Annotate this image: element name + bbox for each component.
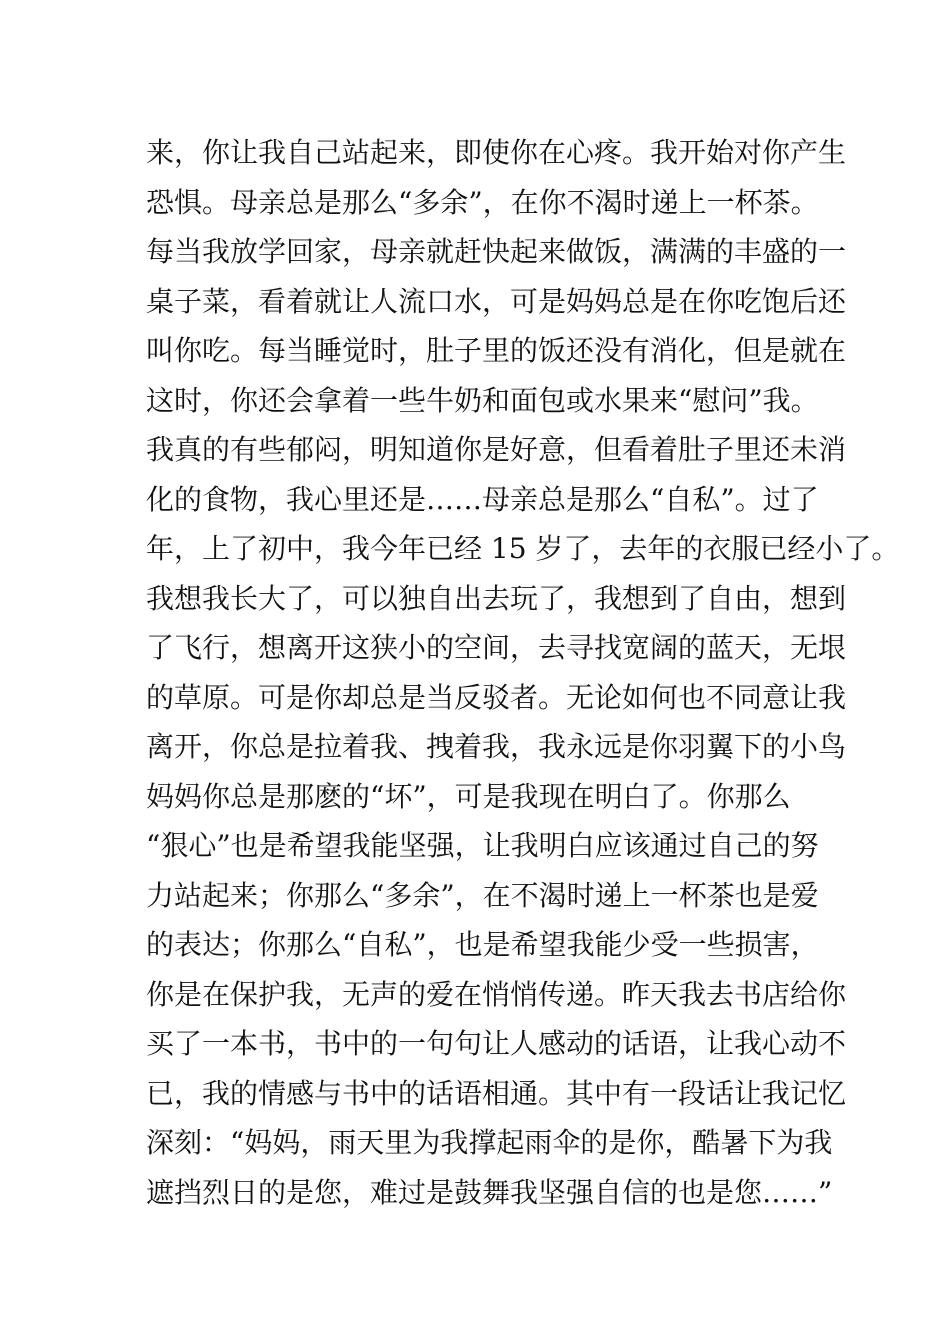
text-line-20: 已，我的情感与书中的话语相通。其中有一段话让我记忆 [146,1076,847,1110]
text-line-14: 妈妈你总是那麽的“坏”，可是我现在明白了。你那么 [146,779,791,813]
text-line-17: 的表达；你那么“自私”，也是希望我能少受一些损害， [146,928,819,961]
text-line-2: 恐惧。母亲总是那么“多余”，在你不渴时递上一杯茶。 [146,185,819,219]
text-line-7: 我真的有些郁闷，明知道你是好意，但看着肚子里还未消 [146,433,847,466]
text-line-5: 叫你吃。每当睡觉时，肚子里的饭还没有消化，但是就在 [146,334,847,367]
text-line-12: 的草原。可是你却总是当反驳者。无论如何也不同意让我 [146,680,847,714]
text-line-11: 了飞行，想离开这狭小的空间，去寻找宽阔的蓝天，无垠 [146,631,847,664]
text-line-19: 买了一本书，书中的一句句让人感动的话语，让我心动不 [146,1027,847,1060]
text-line-21: 深刻：“妈妈，雨天里为我撑起雨伞的是你，酷暑下为我 [146,1126,833,1159]
text-line-15: “狠心”也是希望我能坚强，让我明白应该通过自己的努 [146,829,819,862]
text-line-1: 来，你让我自己站起来，即使你在心疼。我开始对你产生 [146,136,847,169]
essay-text-body [146,128,900,1217]
text-line-9: 年，上了初中，我今年已经 15 岁了，去年的衣服已经小了。 [146,532,900,565]
text-line-13: 离开，你总是拉着我、拽着我，我永远是你羽翼下的小鸟 [146,730,847,763]
text-line-18: 你是在保护我，无声的爱在悄悄传递。昨天我去书店给你 [146,977,847,1011]
text-line-10: 我想我长大了，可以独自出去玩了，我想到了自由，想到 [146,581,847,615]
text-line-6: 这时，你还会拿着一些牛奶和面包或水果来“慰问”我。 [146,383,819,417]
text-line-8: 化的食物，我心里还是……母亲总是那么“自私”。过了 [146,482,819,516]
text-line-3: 每当我放学回家，母亲就赶快起来做饭，满满的丰盛的一 [146,235,847,268]
text-line-22: 遮挡烈日的是您，难过是鼓舞我坚强自信的也是您……” [146,1175,833,1209]
text-line-4: 桌子菜，看着就让人流口水，可是妈妈总是在你吃饱后还 [146,284,847,318]
text-line-16: 力站起来；你那么“多余”，在不渴时递上一杯茶也是爱 [146,878,819,912]
